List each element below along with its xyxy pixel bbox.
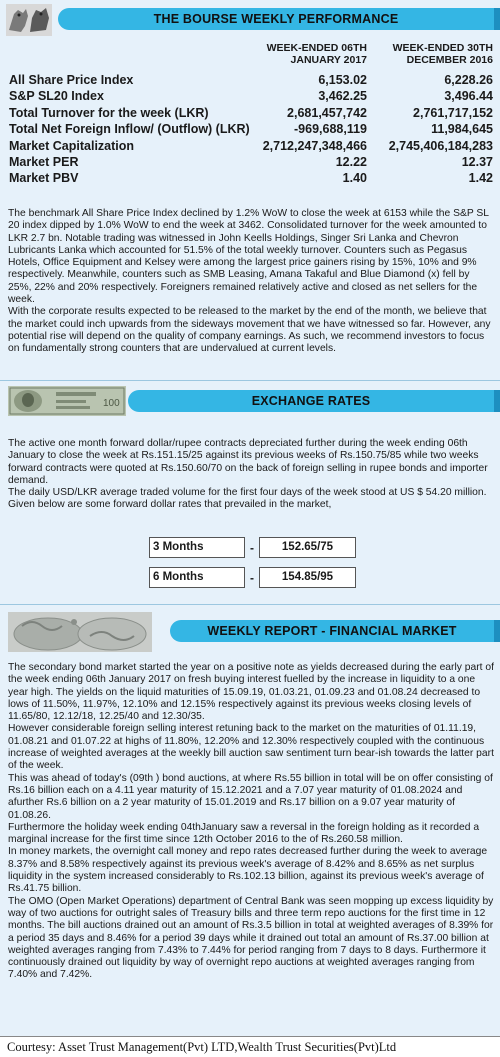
- exchange-title: EXCHANGE RATES: [251, 394, 371, 408]
- rate-value: 152.65/75: [259, 537, 356, 558]
- section-divider: [0, 604, 500, 605]
- footer-text: Courtesy: Asset Trust Management(Pvt) LTD,Wealth Trust Securities(Pvt)Ltd: [7, 1040, 397, 1054]
- exchange-header: [0, 384, 500, 418]
- bull-bear-icon: [6, 4, 52, 34]
- bourse-header: [0, 4, 500, 34]
- table-row: Market PER 12.22 12.37: [9, 154, 493, 169]
- courtesy-footer: [0, 1036, 500, 1057]
- bourse-title: THE BOURSE WEEKLY PERFORMANCE: [153, 12, 399, 26]
- bourse-paragraph-2: With the corporate results expected to be released to the market by the end of the month, we believe that the market could inch upwards from the sideways movement that we have witnessed so far. However, any potential rise will depend on the quality of company earnings. As such, we recommend investors to focus on fundamentally strong counters that are undervalued at current levels.: [8, 306, 491, 355]
- table-row: All Share Price Index 6,153.02 6,228.26: [9, 73, 493, 87]
- dollar-banknote-icon: [8, 384, 126, 418]
- coin-icon: [8, 612, 152, 652]
- bourse-performance-table: [9, 42, 493, 187]
- table-row: Market Capitalization 2,712,247,348,466 2,745,406,184,283: [9, 138, 493, 153]
- table-row: Total Turnover for the week (LKR) 2,681,457,742 2,761,717,152: [9, 105, 493, 120]
- rate-period: 3 Months: [149, 537, 245, 558]
- table-row: Market PBV 1.40 1.42: [9, 171, 493, 186]
- col2-header: WEEK-ENDED 30TH DECEMBER 2016: [392, 42, 493, 66]
- bourse-paragraph-1: The benchmark All Share Price Index declined by 1.2% WoW to close the week at 6153 while the S&P SL 20 index dipped by 1.0% WoW to end the week at 3462. Consolidated turnover for the week amounted to LKR 2.7 bn. Notable trading was witnessed in John Keells Holdings, Singer Sri Lanka and Chevron Lubricants Lanka which accounted for 51.5% of the total weekly turnover. Counters such as Pegasus Hotels, Office Equipment and Kelsey were among the largest price gainers rising by 15%, 10% and 9% respectively. Meanwhile, counters such as SMB Leasing, Amana Takaful and Blue Diamond (x) fell by 25%, 22% and 20% respectively. Foreigners remained relatively active and closed as net sellers for the week.: [8, 208, 489, 306]
- forward-rate-row: [149, 537, 356, 558]
- section-divider: [0, 380, 500, 381]
- col1-header: WEEK-ENDED 06TH JANUARY 2017: [266, 42, 367, 66]
- table-row: S&P SL20 Index 3,462.25 3,496.44: [9, 89, 493, 104]
- table-row: Total Net Foreign Inflow/ (Outflow) (LKR) -969,688,119 11,984,645: [9, 122, 493, 137]
- financial-paragraph: However considerable foreign selling interest retuning back to the market on the maturities of 01.11.19, 01.08.21 and 01.07.22 at highs of 11.80%, 12.20% and 12.30% respectively coupled with the continuous increase of weighted averages at the weekly bill auction saw sentiment turn bear-ish towards the latter part of the week.: [8, 723, 494, 772]
- table-header: [9, 42, 493, 66]
- financial-paragraph: The secondary bond market started the year on a positive note as yields decreased during the early part of the week ending 06th January 2017 on fresh buying interest fuelled by the increase in liquidity to a one year high. The yields on the liquid maturities of 15.09.19, 01.03.21, 01.09.23 and 01.08.24 decreased to lows of 11.50%, 11.97%, 12.10% and 12.15% respectively against its previous weeks closing levels of 11.65/80, 12.12/18, 12.25/40 and 12.30/35.: [8, 662, 494, 723]
- exchange-title-bar: [128, 390, 494, 412]
- financial-paragraph: This was ahead of today's (09th ) bond auctions, at where Rs.55 billion in total will be on offer consisting of Rs.16 billion each on a 4.11 year maturity of 15.12.2021 and a 7.07 year maturity of 01.08.2024 and afurther Rs.6 billion on a 2 year maturity of 15.01.2019 and Rs.17 billion on a 9.07 year maturity of 01.08.26.: [8, 772, 493, 821]
- rate-value: 154.85/95: [259, 567, 356, 588]
- exchange-paragraph-2: The daily USD/LKR average traded volume for the first four days of the week stood at US $ 54.20 million. Given below are some forward dollar rates that prevailed in the market,: [8, 487, 487, 511]
- financial-header: [0, 612, 500, 652]
- bourse-commentary: [8, 208, 494, 356]
- financial-title-bar: [170, 620, 494, 642]
- financial-title: WEEKLY REPORT - FINANCIAL MARKET: [207, 624, 457, 638]
- financial-commentary: [8, 662, 494, 982]
- rate-period: 6 Months: [149, 567, 245, 588]
- rate-separator: -: [250, 570, 254, 585]
- svg-text:100: 100: [103, 398, 120, 409]
- financial-paragraph: In money markets, the overnight call money and repo rates decreased further during the week to average 8.37% and 8.58% respectively against its previous week's average of 8.42% and 8.65% as net surplus liquidity in the system increased considerably to Rs.102.13 billion, against its previous week's average of Rs.41.75 billion.: [8, 846, 488, 895]
- exchange-paragraph-1: The active one month forward dollar/rupee contracts depreciated further during the week ending 06th January to close the week at Rs.151.15/25 against its previous weeks of Rs.150.75/85 while two weeks forward contracts were quoted at Rs.150.60/70 on the back of foreign selling in rupee bonds and importer demand.: [8, 438, 488, 486]
- rate-separator: -: [250, 540, 254, 555]
- financial-paragraph: The OMO (Open Market Operations) department of Central Bank was seen mopping up excess liquidity by way of two auctions for outright sales of Treasury bills and three term repo auctions for the first time in 12 months. The bill auctions drained out an amount of Rs.3.5 billion in total at weighted averages of 8.39% for a period 35 days and 8.46% for a period 39 days while it drained out total an amount of Rs.37.00 billion at weighted averages ranging from 7.43% to 7.44% for period ranging from 7 days to 8 days. Furthermore it continuously drained out liquidity by way of overnight repo auctions at weighted averages ranging from 7.40% and 7.42%.: [8, 895, 494, 981]
- bourse-title-bar: [58, 8, 494, 30]
- financial-paragraph: Furthermore the holiday week ending 04thJanuary saw a reversal in the foreign holding as it recorded a marginal increase for the first time since 12th October 2016 to the of Rs.260.58 million.: [8, 821, 480, 846]
- exchange-commentary: [8, 438, 494, 512]
- forward-rate-row: [149, 567, 356, 588]
